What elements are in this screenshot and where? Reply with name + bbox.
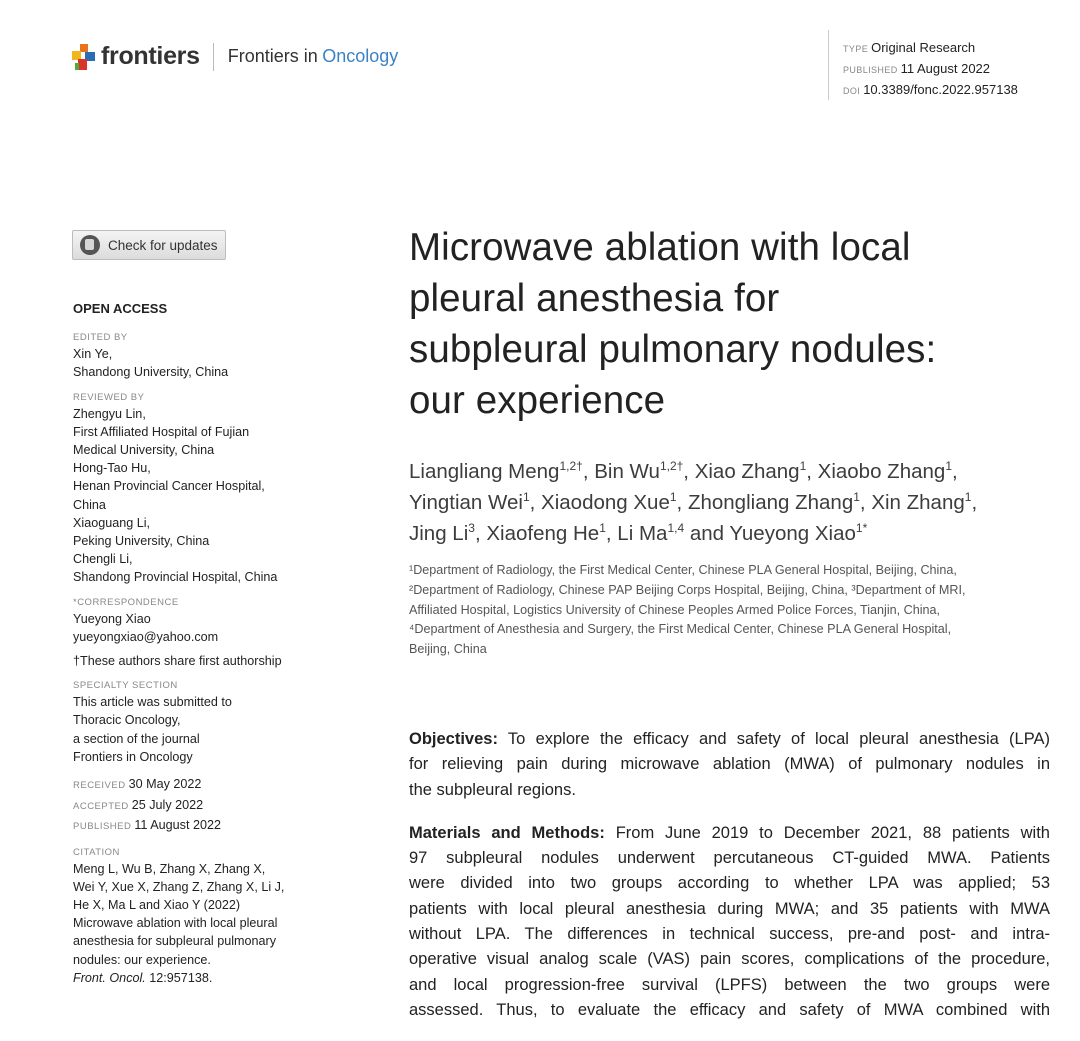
author-line — [409, 487, 1059, 518]
title-line: our experience — [409, 379, 666, 422]
abstract-section-heading: Objectives: — [409, 730, 498, 748]
sidebar-line: a section of the journal — [73, 731, 200, 746]
sidebar-line: Peking University, China — [73, 534, 210, 549]
abstract-line — [409, 947, 1050, 972]
sidebar-line[interactable]: yueyongxiao@yahoo.com — [73, 629, 219, 644]
author-name[interactable]: Yingtian Wei — [409, 491, 523, 514]
author-separator: , — [529, 491, 542, 514]
reviewed-by-list — [73, 405, 333, 587]
meta-type: TYPE Original Research — [843, 40, 976, 55]
author-affiliation-marker: 1 — [669, 490, 677, 505]
abstract-text: From June 2019 to December 2021, 88 patients with — [604, 823, 1050, 842]
author-affiliation-marker: 1,2† — [659, 459, 684, 474]
abstract-text: 97 subpleural nodules underwent percutaneous CT-guided MWA. Patients — [409, 849, 1050, 868]
abstract-line — [409, 778, 1050, 803]
abstract-text: operative visual analog scale (VAS) pain scores, complications of the procedure, — [409, 950, 1050, 969]
abstract-text: were divided into two groups according to whether LPA was applied; 53 — [409, 874, 1050, 893]
dates-block — [73, 775, 333, 837]
sidebar-line: Shandong University, China — [73, 365, 229, 380]
author-list — [409, 456, 1059, 549]
sidebar-line: Xin Ye, — [73, 347, 113, 362]
sidebar-line: Zhengyu Lin, — [73, 406, 146, 421]
author-separator: and — [684, 522, 730, 545]
edited-by-heading: EDITED BY — [73, 332, 128, 344]
sidebar-line: anesthesia for subpleural pulmonary — [73, 934, 277, 949]
author-affiliation-marker: 1,2† — [559, 459, 583, 474]
date-published: PUBLISHED 11 August 2022 — [73, 818, 221, 833]
author-name[interactable]: Xin Zhang — [871, 491, 965, 514]
author-name[interactable]: Zhongliang Zhang — [687, 491, 854, 514]
abstract-methods — [409, 821, 1050, 1023]
abstract-line — [409, 727, 1050, 752]
affiliation-line: ²Department of Radiology, Chinese PAP Beijing Corps Hospital, Beijing, China, ³Department of MRI, — [409, 582, 966, 597]
title-line: pleural anesthesia for — [409, 277, 780, 320]
abstract-line — [409, 846, 1050, 871]
sidebar-line: Chengli Li, — [73, 552, 133, 567]
author-line — [409, 456, 1059, 487]
sidebar-line: Shandong Provincial Hospital, China — [73, 570, 278, 585]
author-separator: , — [605, 522, 618, 545]
abstract-text: for relieving pain during microwave ablation (MWA) of pulmonary nodules in — [409, 755, 1050, 774]
first-authorship-note: †These authors share first authorship — [73, 654, 282, 669]
check-for-updates-label: Check for updates — [108, 237, 218, 253]
author-separator: , — [582, 460, 595, 483]
sidebar-line: Yueyong Xiao — [73, 611, 151, 626]
author-separator: , — [971, 491, 978, 514]
author-name[interactable]: Xiao Zhang — [694, 460, 800, 483]
author-name[interactable]: Xiaodong Xue — [541, 491, 670, 514]
title-line: Microwave ablation with local — [409, 226, 911, 269]
author-separator: , — [474, 522, 487, 545]
sidebar-line: Frontiers in Oncology — [73, 749, 193, 764]
date-received: RECEIVED 30 May 2022 — [73, 777, 202, 792]
sidebar-line: Henan Provincial Cancer Hospital, — [73, 479, 265, 494]
author-name[interactable]: Bin Wu — [594, 460, 660, 483]
sidebar-line: He X, Ma L and Xiao Y (2022) — [73, 897, 241, 912]
frontiers-mark-icon — [72, 44, 96, 70]
journal-name[interactable]: Oncology — [322, 46, 399, 66]
affiliation-line: ⁴Department of Anesthesia and Surgery, the First Medical Center, Chinese PLA General Hospital, — [409, 622, 952, 637]
author-separator: , — [676, 491, 688, 514]
sidebar-line: Thoracic Oncology, — [73, 713, 181, 728]
check-for-updates-button[interactable] — [72, 230, 226, 260]
citation-list — [73, 860, 333, 969]
journal-prefix: Frontiers in — [227, 46, 318, 66]
frontiers-wordmark: frontiers — [101, 42, 200, 70]
author-affiliation-marker: 3 — [468, 521, 475, 536]
author-name[interactable]: Jing Li — [409, 522, 469, 545]
sidebar-line: Meng L, Wu B, Zhang X, Zhang X, — [73, 861, 266, 876]
affiliations — [409, 561, 1059, 660]
sidebar-line: Wei Y, Xue X, Zhang Z, Zhang X, Li J, — [73, 879, 285, 894]
sidebar-line: China — [73, 497, 106, 512]
date-accepted: ACCEPTED 25 July 2022 — [73, 797, 204, 812]
abstract-line — [409, 973, 1050, 998]
author-affiliation-marker: 1* — [855, 521, 868, 536]
bookmark-icon — [80, 235, 100, 255]
article-title — [409, 222, 1049, 426]
sidebar-line: This article was submitted to — [73, 695, 232, 710]
affiliation-line: Affiliated Hospital, Logistics University of Chinese Peoples Armed Police Forces, Tianjin, China, — [409, 602, 941, 617]
author-affiliation-marker: 1 — [853, 490, 860, 505]
abstract-line — [409, 871, 1050, 896]
author-affiliation-marker: 1 — [599, 521, 606, 536]
author-name[interactable]: Liangliang Meng — [409, 460, 560, 483]
abstract-line — [409, 897, 1050, 922]
sidebar-line: Hong-Tao Hu, — [73, 461, 151, 476]
author-affiliation-marker: 1 — [945, 459, 952, 474]
author-line — [409, 518, 1059, 549]
edited-by-list — [73, 345, 333, 381]
affiliation-line: ¹Department of Radiology, the First Medical Center, Chinese PLA General Hospital, Beijing, China, — [409, 563, 957, 577]
abstract-line — [409, 821, 1050, 846]
correspondence-heading: *CORRESPONDENCE — [73, 596, 179, 608]
open-access-label: OPEN ACCESS — [73, 301, 168, 316]
sidebar-line: nodules: our experience. — [73, 952, 211, 967]
correspondence-list — [73, 610, 333, 646]
author-separator: , — [859, 491, 872, 514]
doi-link[interactable]: 10.3389/fonc.2022.957138 — [863, 82, 1018, 97]
specialty-list — [73, 693, 333, 766]
title-line: subpleural pulmonary nodules: — [409, 328, 937, 371]
abstract-text: patients with local pleural anesthesia during MWA; and 35 patients with MWA — [409, 899, 1050, 918]
sidebar-line: Xiaoguang Li, — [73, 515, 151, 530]
author-name[interactable]: Xiaobo Zhang — [817, 460, 946, 483]
abstract-line — [409, 752, 1050, 777]
author-separator: , — [683, 460, 695, 483]
citation-heading: CITATION — [73, 846, 120, 858]
specialty-heading: SPECIALTY SECTION — [73, 680, 178, 692]
author-affiliation-marker: 1 — [964, 490, 972, 505]
abstract-text: the subpleural regions. — [409, 780, 576, 799]
sidebar-line: Microwave ablation with local pleural — [73, 916, 278, 931]
author-name[interactable]: Li Ma — [617, 522, 668, 545]
article-meta — [828, 30, 1018, 100]
abstract-text: without LPA. The differences in technical success, pre-and post- and intra- — [409, 925, 1050, 944]
sidebar-line: Medical University, China — [73, 443, 215, 458]
frontiers-logo — [72, 42, 398, 71]
abstract-objectives — [409, 727, 1050, 803]
reviewed-by-heading: REVIEWED BY — [73, 391, 145, 403]
affiliation-line: Beijing, China — [409, 642, 487, 657]
author-separator: , — [806, 460, 818, 483]
abstract-line — [409, 998, 1050, 1023]
abstract — [409, 727, 1050, 1041]
article-sidebar — [73, 300, 333, 987]
citation-journal-ref: Front. Oncol. 12:957138. — [73, 970, 213, 985]
meta-doi: DOI 10.3389/fonc.2022.957138 — [843, 82, 1018, 97]
author-affiliation-marker: 1 — [799, 459, 807, 474]
author-separator: , — [952, 460, 958, 483]
abstract-text: and local progression-free survival (LPFS) between the two groups were — [409, 975, 1050, 994]
meta-published: PUBLISHED 11 August 2022 — [843, 61, 991, 76]
author-affiliation-marker: 1,4 — [667, 521, 685, 536]
author-name[interactable]: Yueyong Xiao — [729, 522, 856, 545]
abstract-line — [409, 922, 1050, 947]
author-name[interactable]: Xiaofeng He — [486, 522, 600, 545]
author-affiliation-marker: 1 — [522, 490, 530, 505]
abstract-text: assessed. Thus, to evaluate the efficacy and safety of MWA combined with — [409, 1000, 1050, 1019]
sidebar-line: First Affiliated Hospital of Fujian — [73, 424, 250, 439]
header-divider — [213, 43, 214, 71]
abstract-text: To explore the efficacy and safety of local pleural anesthesia (LPA) — [497, 730, 1050, 748]
abstract-section-heading: Materials and Methods: — [409, 823, 605, 842]
